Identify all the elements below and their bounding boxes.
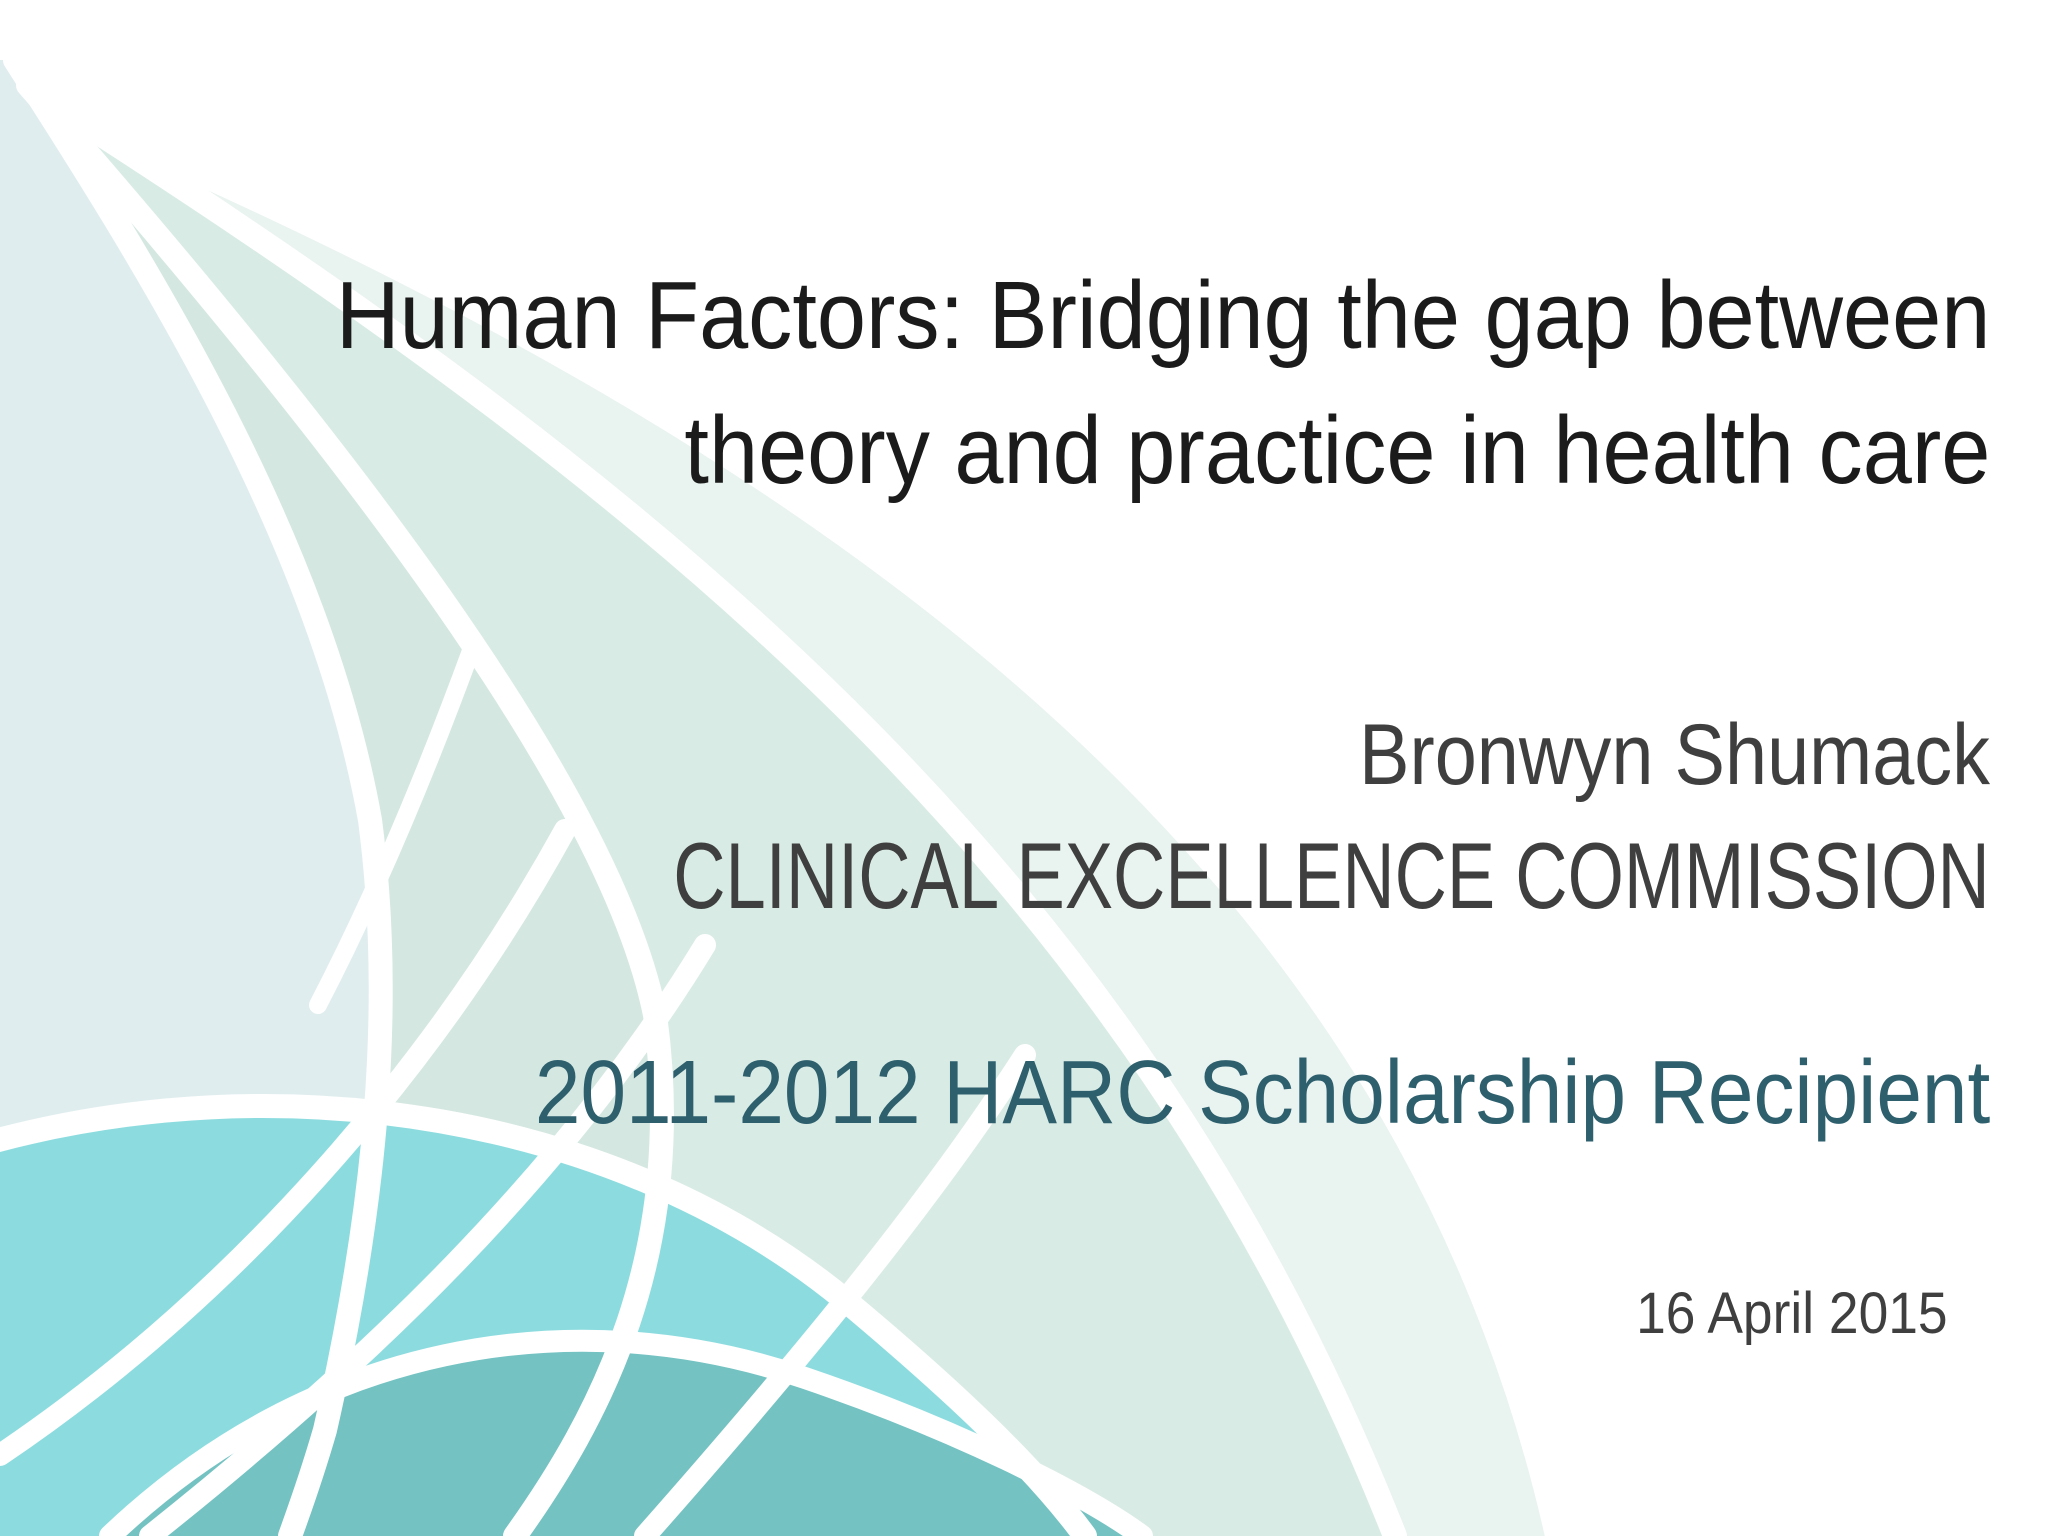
presenter-name-text: Bronwyn Shumack — [1359, 707, 1990, 803]
slide-title — [192, 248, 1990, 518]
slide-date — [1609, 1280, 1948, 1347]
award-line — [391, 1042, 1990, 1145]
presenter-organization — [280, 822, 1990, 930]
presenter-name — [1273, 706, 1990, 805]
presenter-organization-text: CLINICAL EXCELLENCE COMMISSION — [673, 823, 1990, 928]
slide-title-line2: theory and practice in health care — [684, 397, 1990, 504]
slide-date-text: 16 April 2015 — [1636, 1281, 1948, 1346]
slide-title-line1: Human Factors: Bridging the gap between — [335, 262, 1990, 369]
slide-title-lines — [336, 248, 1990, 518]
award-line-text: 2011-2012 HARC Scholarship Recipient — [534, 1043, 1990, 1143]
